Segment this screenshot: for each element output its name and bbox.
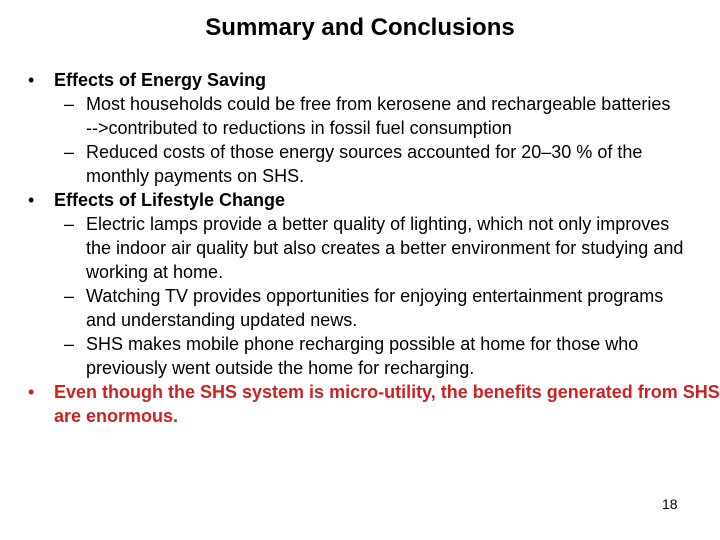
sub-item-text: Reduced costs of those energy sources accounted for 20–30 % of the monthly payments on SHS.	[86, 142, 643, 186]
sub-item-text: SHS makes mobile phone recharging possible at home for those who previously went outside the home for recharging.	[86, 334, 639, 378]
sub-item-text: Most households could be free from kerosene and rechargeable batteries	[86, 94, 671, 114]
bullet-conclusion	[0, 380, 720, 428]
bullet-icon: •	[28, 382, 35, 402]
dash-icon: –	[64, 286, 75, 306]
sub-item-text: Electric lamps provide a better quality of lighting, which not only improves the indoor air quality but also creates a better environment for studying and working at home.	[86, 214, 684, 282]
dash-icon: –	[64, 142, 75, 162]
page-number: 18	[662, 496, 678, 512]
bullet-heading: Effects of Energy Saving	[54, 70, 267, 90]
sub-item-continuation: -->contributed to reductions in fossil fuel consumption	[86, 118, 512, 138]
dash-icon: –	[64, 94, 75, 114]
slide-content	[0, 68, 720, 428]
sub-item	[0, 284, 720, 332]
bullet-icon: •	[28, 190, 35, 210]
dash-icon: –	[64, 214, 75, 234]
bullet-heading: Effects of Lifestyle Change	[54, 190, 286, 210]
bullet-energy-saving	[0, 68, 720, 92]
bullet-heading: Even though the SHS system is micro-utility, the benefits generated from SHS are enormous.	[54, 382, 720, 426]
sub-item	[0, 212, 720, 284]
slide-title: Summary and Conclusions	[205, 14, 515, 41]
sub-item	[0, 140, 720, 188]
dash-icon: –	[64, 334, 75, 354]
sub-item-text: Watching TV provides opportunities for enjoying entertainment programs and understanding updated news.	[86, 286, 664, 330]
sub-item	[0, 92, 720, 116]
bullet-icon: •	[28, 70, 35, 90]
bullet-lifestyle-change	[0, 188, 720, 212]
sub-item	[0, 332, 720, 380]
